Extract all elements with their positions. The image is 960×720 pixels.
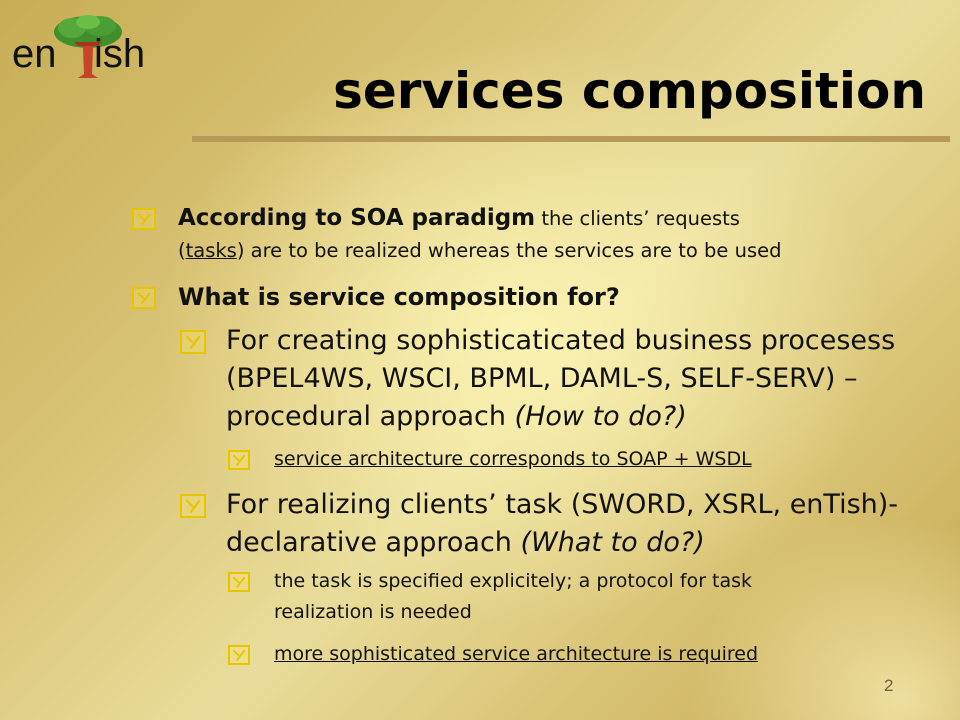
bullet-text: the task is specified explicitely; a protocol for task [274, 570, 753, 592]
bullet-soa-paradigm [132, 202, 932, 272]
tasks-link[interactable]: tasks [185, 239, 237, 262]
slide-title: services composition [333, 62, 926, 120]
bullet-bold-text: According to SOA paradigm [178, 205, 536, 231]
checkbox-bullet-icon [132, 208, 156, 230]
sophisticated-architecture-link[interactable]: more sophisticated service architecture is required [274, 643, 759, 665]
logo-text-ish: ish [94, 32, 146, 76]
bullet-italic-text: (What to do?) [520, 527, 705, 558]
bullet-text: ) are to be realized whereas the services are to be used [236, 239, 782, 262]
checkbox-bullet-icon [180, 330, 206, 354]
bullet-soap-wsdl [228, 444, 928, 478]
bullet-text: ( [178, 239, 186, 262]
bullet-text: (BPEL4WS, WSCI, BPML, DAML-S, SELF-SERV) – [226, 363, 858, 394]
checkbox-bullet-icon [228, 572, 250, 592]
bullet-composition-question [132, 281, 932, 317]
checkbox-bullet-icon [180, 494, 206, 518]
bullet-bold-text: What is service composition for? [178, 283, 620, 311]
checkbox-bullet-icon [132, 287, 156, 309]
bullet-procedural-approach [180, 322, 940, 442]
bullet-declarative-approach [180, 486, 950, 566]
logo-text-en: en [12, 32, 57, 76]
bullet-text: For realizing clients’ task (SWORD, XSRL, enTish)- [226, 489, 899, 520]
bullet-italic-text: (How to do?) [514, 401, 687, 432]
bullet-text: declarative approach [226, 527, 521, 558]
entish-logo [8, 14, 158, 80]
bullet-text: realization is needed [274, 601, 472, 623]
bullet-task-protocol [228, 566, 928, 630]
page-number: 2 [884, 676, 894, 695]
checkbox-bullet-icon [228, 645, 250, 665]
soap-wsdl-link[interactable]: service architecture corresponds to SOAP + WSDL [274, 448, 752, 470]
title-underline-rule [192, 136, 950, 142]
bullet-text: the clients’ requests [535, 207, 740, 230]
bullet-text: procedural approach [226, 401, 515, 432]
checkbox-bullet-icon [228, 450, 250, 470]
bullet-sophisticated-architecture [228, 639, 928, 673]
bullet-text: For creating sophisticaticated business procesess [226, 325, 896, 356]
